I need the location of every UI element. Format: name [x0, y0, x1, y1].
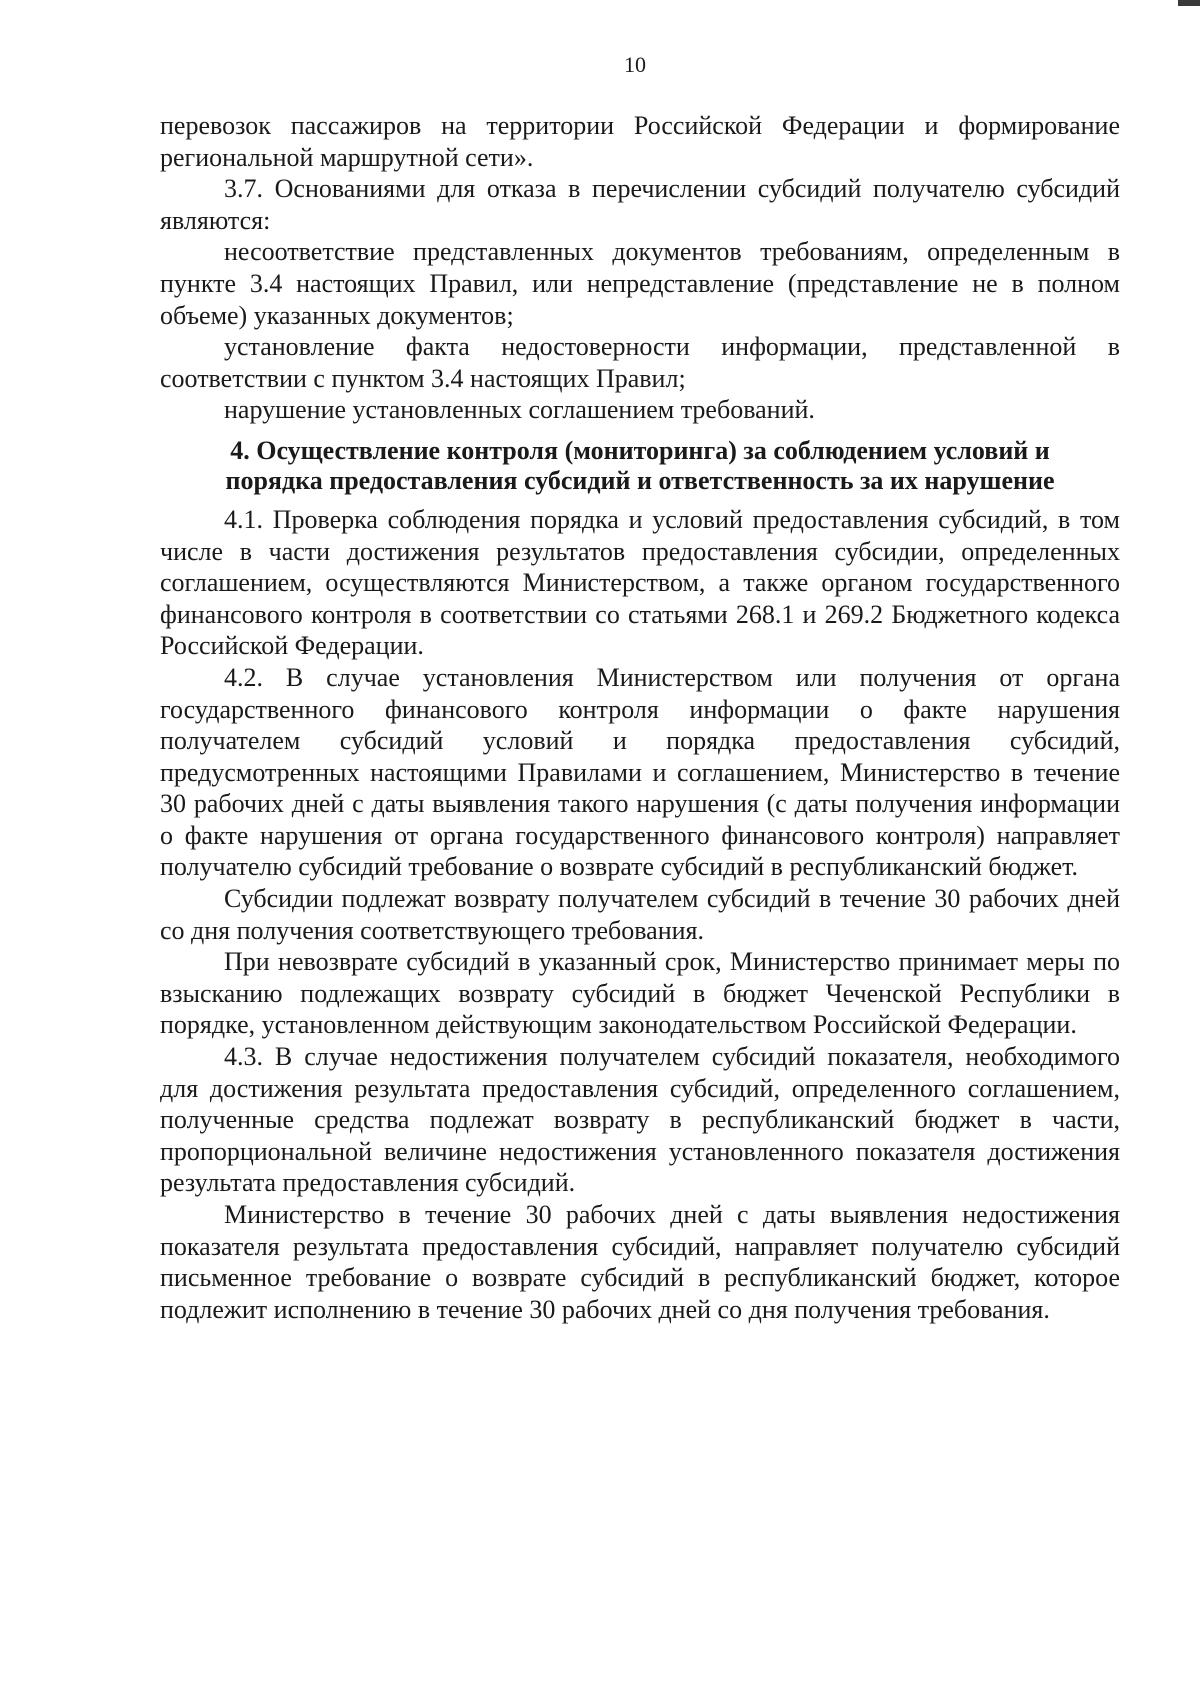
document-body	[160, 110, 1120, 1325]
paragraph-3-7: 3.7. Основаниями для отказа в перечислении субсидий получателю субсидий являются:	[160, 174, 1120, 235]
paragraph: нарушение установленных соглашением требований.	[224, 395, 815, 425]
scan-corner-mark	[1178, 0, 1200, 6]
paragraph-4-2: 4.2. В случае установления Министерством или получения от органа государственного финансового контроля информации о факте нарушения получателем субсидий условий и порядка предоставления субсидий, предусмотренных настоящими Правилами и соглашением, Министерство в течение 30 рабочих дней с даты выявления такого нарушения (с даты получения информации о факте нарушения от органа государственного финансового контроля) направляет получателю субсидий требование о возврате субсидий в республиканский бюджет.	[160, 662, 1120, 882]
section-4-heading-line-1: 4. Осуществление контроля (мониторинга) за соблюдением условий и	[230, 435, 1050, 465]
paragraph: несоответствие представленных документов требованиям, определенным в пункте 3.4 настоящих Правил, или непредставление (представление не в полном объеме) указанных документов;	[160, 237, 1120, 330]
paragraph: Министерство в течение 30 рабочих дней с даты выявления недостижения показателя результата предоставления субсидий, направляет получателю субсидий письменное требование о возврате субсидий в республиканский бюджет, которое подлежит исполнению в течение 30 рабочих дней со дня получения требования.	[160, 1200, 1120, 1324]
paragraph: Субсидии подлежат возврату получателем субсидий в течение 30 рабочих дней со дня получения соответствующего требования.	[160, 884, 1120, 945]
paragraph-4-1: 4.1. Проверка соблюдения порядка и условий предоставления субсидий, в том числе в части достижения результатов предоставления субсидии, определенных соглашением, осуществляются Министерством, а также органом государственного финансового контроля в соответствии со статьями 268.1 и 269.2 Бюджетного кодекса Российской Федерации.	[160, 504, 1120, 661]
page-number: 10	[624, 52, 646, 77]
section-4-heading-line-2: порядка предоставления субсидий и ответственность за их нарушение	[225, 465, 1055, 495]
paragraph: перевозок пассажиров на территории Российской Федерации и формирование региональной маршрутной сети».	[160, 111, 1120, 172]
paragraph: установление факта недостоверности информации, представленной в соответствии с пунктом 3.4 настоящих Правил;	[160, 332, 1120, 393]
paragraph-4-3: 4.3. В случае недостижения получателем субсидий показателя, необходимого для достижения результата предоставления субсидий, определенного соглашением, полученные средства подлежат возврату в республиканский бюджет в части, пропорциональной величине недостижения установленного показателя достижения результата предоставления субсидий.	[160, 1042, 1120, 1198]
section-4-heading	[160, 436, 1120, 496]
paragraph: При невозврате субсидий в указанный срок, Министерство принимает меры по взысканию подлежащих возврату субсидий в бюджет Чеченской Республики в порядке, установленном действующим законодательством Российской Федерации.	[160, 947, 1120, 1040]
